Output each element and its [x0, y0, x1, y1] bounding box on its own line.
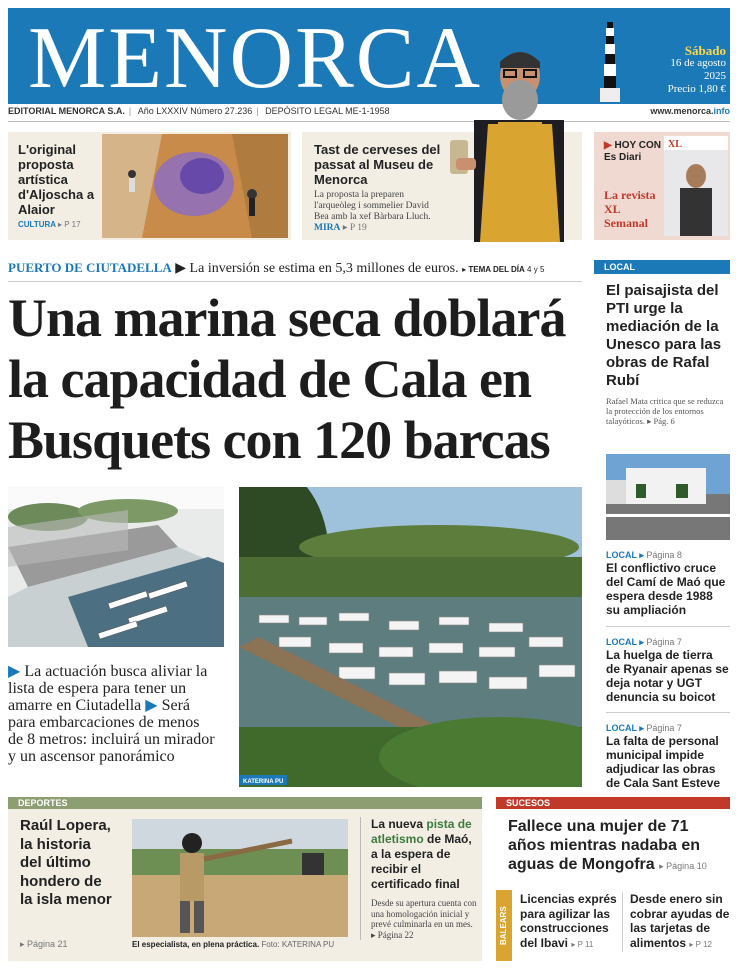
local-item-title: El conflictivo cruce del Camí de Maó que espera desde 1988 su ampliación: [606, 561, 726, 617]
kicker-text: La inversión se estima en 5,3 millones de euros.: [189, 261, 459, 276]
teaser-title: L'original proposta artística d'Aljoscha a Alaior: [18, 142, 95, 217]
kicker-line: PUERTO DE CIUTADELLA ▶ La inversión se estima en 5,3 millones de euros. ▸ TEMA DEL DÍA 4 y 5: [8, 260, 582, 282]
balears-section: [496, 890, 730, 961]
bullet-1: La actuación busca aliviar la lista de espera para tener un amarre en Ciutadella: [8, 663, 208, 714]
promo-partner: Es Diari: [604, 152, 642, 163]
street-crossing-photo: [606, 454, 730, 540]
local-item-title: La huelga de tierra de Ryanair apenas se deja notar y UGT denuncia su boicot: [606, 648, 729, 704]
masthead: [8, 8, 730, 104]
kicker-label: PUERTO DE CIUTADELLA: [8, 260, 172, 275]
balears-item-1[interactable]: Licencias exprés para agilizar las construcciones del Ibavi ▸ P 11: [520, 892, 617, 950]
atletismo-story[interactable]: [360, 817, 478, 940]
bullet-2: Será para embarcaciones de menos de 8 metros: incluirá un mirador y un ascensor panorámico: [8, 697, 215, 765]
section-bar-sucesos: SUCESOS: [496, 797, 730, 809]
issue-date: 16 de agosto: [670, 57, 726, 69]
deportes-section: [8, 797, 482, 961]
local-item-1[interactable]: LOCAL ▸ Página 8 El conflictivo cruce del Camí de Maó que espera desde 1988 su ampliación: [606, 550, 730, 617]
local-item-title: La falta de personal municipal impide adjudicar las obras de Cala Sant Esteve: [606, 734, 721, 790]
local-item-2[interactable]: LOCAL ▸ Página 7 La huelga de tierra de Ryanair apenas se deja notar y UGT denuncia su boicot: [606, 626, 730, 704]
sommelier-photo: [448, 40, 578, 242]
teaser-body: La proposta la preparen l'arqueòleg i sommelier David Bea amb la xef Bàrbara Lluch. MIRA ▸ P 19: [314, 190, 431, 233]
teaser-section: CULTURA ▸ P 17: [18, 220, 81, 229]
issue-year: 2025: [704, 70, 726, 82]
publication-info: EDITORIAL MENORCA S.A. | Año LXXXIV Número 27.236 | DEPÓSITO LEGAL ME-1-1958: [8, 106, 730, 122]
lighthouse-icon: [598, 22, 622, 102]
date-box: [646, 44, 726, 96]
magazine-cover: [664, 136, 728, 236]
local-item-3[interactable]: LOCAL ▸ Página 7 La falta de personal municipal impide adjudicar las obras de Cala Sant Esteve: [606, 712, 730, 790]
local-lead-sub: Rafael Mata critica que se reduzca la protección de los entornos talayóticos. ▸ Pág. 6: [606, 396, 724, 426]
atletismo-headline: La nueva pista de atletismo de Maó, a la espera de recibir el certificado final: [371, 817, 472, 891]
main-headline[interactable]: Una marina seca doblará la capacidad de Cala en Busquets con 120 barcas: [8, 288, 566, 470]
issue-day: Sábado: [684, 43, 726, 58]
balears-item-2[interactable]: Desde enero sin cobrar ayudas de las tarjetas de alimentos ▸ P 12: [630, 892, 730, 950]
atletismo-body: Desde su apertura cuenta con una homologación inicial y prevé culminarla en un mes. ▸ Página 22: [371, 898, 477, 940]
issue-number: Año LXXXIV Número 27.236: [137, 106, 253, 116]
deportes-headline[interactable]: Raúl Lopera, la historia del último hondero de la isla menor: [20, 817, 112, 908]
sucesos-headline[interactable]: Fallece una mujer de 71 años mientras nadaba en aguas de Mongofra ▸ Página 10: [508, 818, 707, 873]
promo-text: La revista XL Semanal: [604, 188, 656, 230]
local-lead-headline[interactable]: El paisajista del PTI urge la mediación de la Unesco para las obras de Rafal Rubí: [606, 282, 722, 389]
deportes-page: ▸ Página 21: [20, 939, 68, 949]
right-column: [594, 260, 730, 426]
teaser-title: Tast de cerveses del passat al Museu de Menorca: [314, 142, 441, 187]
legal-deposit: DEPÓSITO LEGAL ME-1-1958: [265, 106, 390, 116]
sucesos-section: [496, 797, 730, 882]
teaser-cultura[interactable]: [8, 132, 291, 240]
divider: [622, 892, 623, 952]
section-bar-deportes: DEPORTES: [8, 797, 482, 809]
main-bullets: ▶ La actuación busca aliviar la lista de espera para tener un amarre en Ciutadella ▶ Será para embarcaciones de menos de 8 metros: incluirá un mirador y un ascensor panorámico: [8, 663, 215, 765]
cala-en-busquets-marina-photo: [239, 487, 582, 787]
section-tab-local: LOCAL: [594, 260, 730, 274]
promo-hoy: ▶ HOY CON: [604, 140, 661, 151]
publisher: EDITORIAL MENORCA S.A.: [8, 106, 125, 116]
section-tab-balears: BALEARS: [496, 890, 512, 961]
svg-text:XL: XL: [668, 139, 682, 150]
teaser-xl-semanal[interactable]: [594, 132, 730, 240]
website-link[interactable]: www.menorca.info: [650, 106, 730, 116]
marina-render-illustration: [8, 487, 224, 647]
issue-price: Precio 1,80 €: [667, 83, 726, 95]
art-installation-photo: [102, 134, 288, 238]
newspaper-title: MENORCA: [28, 10, 483, 104]
photo-credit: KATERINA PU: [243, 779, 284, 785]
deportes-photo-caption: El especialista, en plena práctica. Foto: KATERINA PU: [132, 940, 335, 949]
hondero-photo: [132, 819, 348, 937]
